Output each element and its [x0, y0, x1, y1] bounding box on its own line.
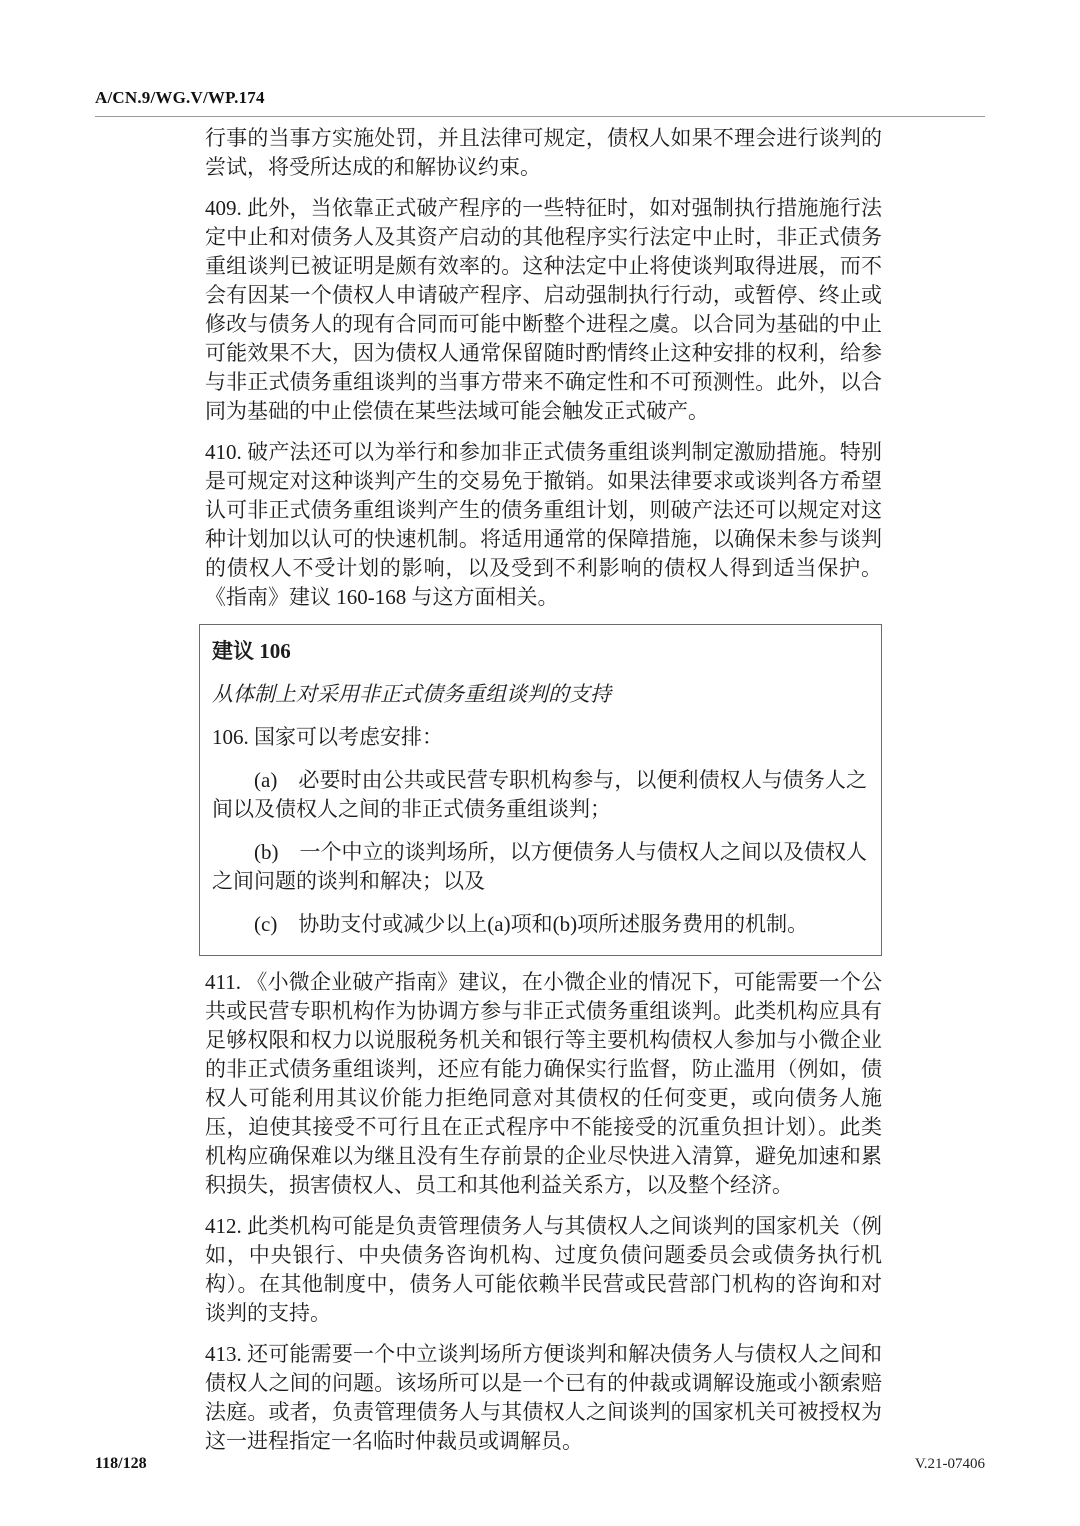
recommendation-intro: 106. 国家可以考虑安排：: [212, 725, 443, 749]
page-header: [95, 88, 985, 117]
footer-page-number: 118/128: [95, 1455, 147, 1472]
recommendation-title: 建议 106: [212, 639, 291, 663]
recommendation-item-a: (a) 必要时由公共或民营专职机构参与，以便利债权人与债务人之间以及债权人之间的非正式债务重组谈判；: [212, 768, 867, 821]
paragraph-413: 413. 还可能需要一个中立谈判场所方便谈判和解决债务人与债权人之间和债权人之间的问题。该场所可以是一个已有的仲裁或调解设施或小额索赔法庭。或者，负责管理债务人与其债权人之间谈判的国家机关可被授权为这一进程指定一名临时仲裁员或调解员。: [205, 1342, 882, 1453]
document-symbol: A/CN.9/WG.V/WP.174: [95, 88, 265, 107]
recommendation-item-b: (b) 一个中立的谈判场所，以方便债务人与债权人之间以及债权人之间问题的谈判和解决；以及: [212, 840, 867, 893]
header-divider: [95, 116, 985, 117]
document-body: [205, 124, 882, 1468]
paragraph-409: 409. 此外，当依靠正式破产程序的一些特征时，如对强制执行措施施行法定中止和对债务人及其资产启动的其他程序实行法定中止时，非正式债务重组谈判已被证明是颇有效率的。这种法定中止将使谈判取得进展，而不会有因某一个债权人申请破产程序、启动强制执行行动，或暂停、终止或修改与债务人的现有合同而可能中断整个进程之虞。以合同为基础的中止可能效果不大，因为债权人通常保留随时酌情终止这种安排的权利，给参与非正式债务重组谈判的当事方带来不确定性和不可预测性。此外，以合同为基础的中止偿债在某些法域可能会触发正式破产。: [205, 196, 882, 423]
paragraph-lead-continuation: 行事的当事方实施处罚，并且法律可规定，债权人如果不理会进行谈判的尝试，将受所达成的和解协议约束。: [205, 126, 882, 179]
footer-job-number: V.21-07406: [914, 1456, 985, 1472]
recommendation-box: [199, 624, 882, 956]
recommendation-item-c: (c) 协助支付或减少以上(a)项和(b)项所述服务费用的机制。: [254, 912, 809, 936]
paragraph-410: 410. 破产法还可以为举行和参加非正式债务重组谈判制定激励措施。特别是可规定对这种谈判产生的交易免于撤销。如果法律要求或谈判各方希望认可非正式债务重组谈判产生的债务重组计划，则破产法还可以规定对这种计划加以认可的快速机制。将适用通常的保障措施，以确保未参与谈判的债权人不受计划的影响，以及受到不利影响的债权人得到适当保护。《指南》建议 160-168 与这方面相关。: [205, 440, 882, 609]
paragraph-412: 412. 此类机构可能是负责管理债务人与其债权人之间谈判的国家机关（例如，中央银行、中央债务咨询机构、过度负债问题委员会或债务执行机构）。在其他制度中，债务人可能依赖半民营或民营部门机构的咨询和对谈判的支持。: [205, 1214, 882, 1325]
paragraph-411: 411. 《小微企业破产指南》建议，在小微企业的情况下，可能需要一个公共或民营专职机构作为协调方参与非正式债务重组谈判。此类机构应具有足够权限和权力以说服税务机关和银行等主要机构债权人参加与小微企业的非正式债务重组谈判，还应有能力确保实行监督，防止滥用（例如，债权人可能利用其议价能力拒绝同意对其债权的任何变更，或向债务人施压，迫使其接受不可行且在正式程序中不能接受的沉重负担计划）。此类机构应确保难以为继且没有生存前景的企业尽快进入清算，避免加速和累积损失，损害债权人、员工和其他利益关系方，以及整个经济。: [205, 970, 882, 1197]
recommendation-subtitle: 从体制上对采用非正式债务重组谈判的支持: [212, 682, 611, 706]
page-footer: [95, 1455, 985, 1473]
